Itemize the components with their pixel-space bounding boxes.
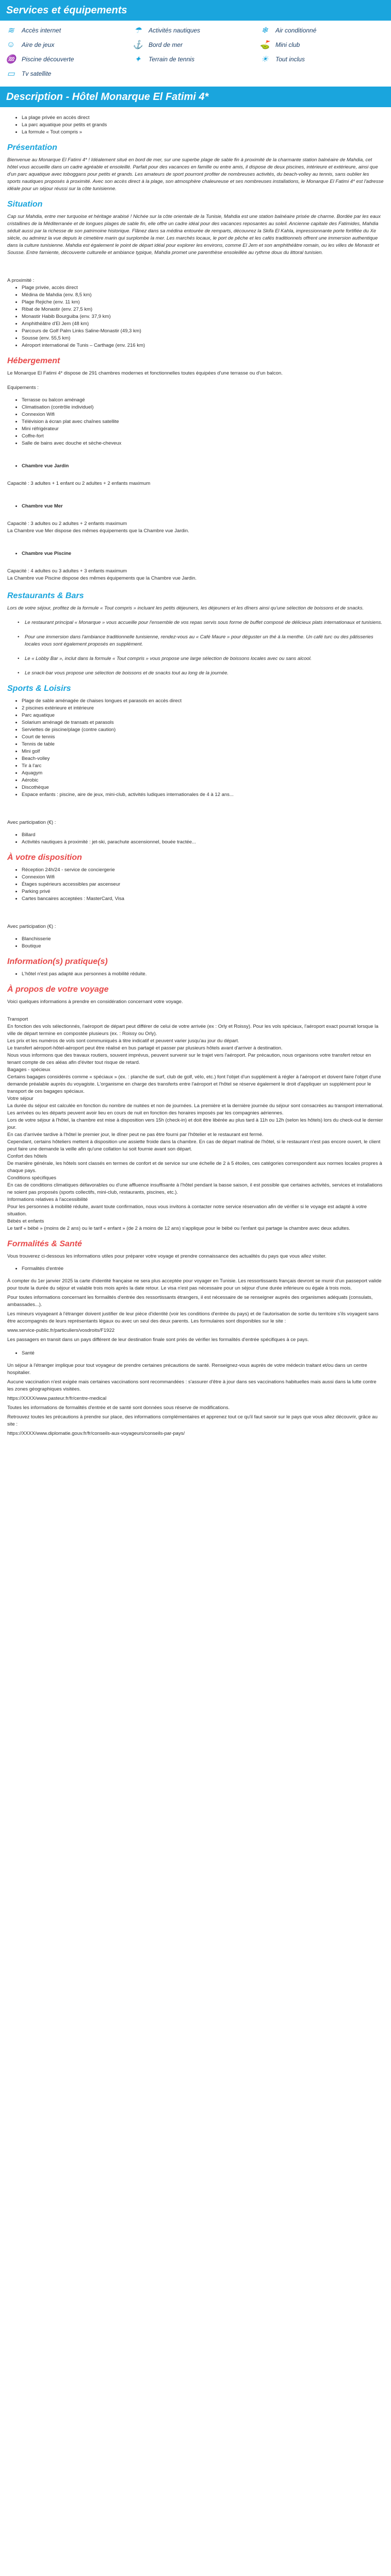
apropos-line: En cas de conditions climatiques défavorables ou d'une affluence insuffisante à l'hôtel pendant la basse saison, il est possible que certaines activités, services et installations ne soient pas proposés (sports collectifs, mini-club, restaurants, piscines, etc.). [7, 1182, 383, 1195]
hebergement-title: Hébergement [7, 357, 60, 365]
bullet-icon: • [18, 670, 20, 676]
umbrella-icon: ☂ [134, 26, 142, 35]
apropos-line: Nous vous informons que des travaux routiers, souvent imprévus, peuvent survenir sur le trajet vers l'aéroport. Par précaution, nous organisons votre transfert retour en tenant compte de ces aléas afin d'éviter tout risque de retard. [7, 1053, 371, 1065]
sport-item: • Discothèque [22, 784, 384, 791]
apropos-line: La durée du séjour est calculée en fonction du nombre de nuitées et non de journées. La première et la dernière journée du séjour sont consacrées au transport international. [7, 1103, 384, 1109]
restaurant-text: Le snack-bar vous propose une sélection de boissons et de snacks tout au long de la journée. [25, 670, 229, 676]
formalites-lines2 [7, 1362, 384, 1437]
proximity-item: • Aéroport international de Tunis – Carthage (env. 216 km) [22, 342, 384, 349]
proximity-item: • Ribat de Monastir (env. 27,5 km) [22, 306, 384, 313]
sport-item: • Mini golf [22, 748, 384, 755]
sante-line: Toutes les informations de formalités d'entrée et de santé sont données sous réserve de modifications. [7, 1405, 230, 1411]
rooms [7, 463, 384, 582]
service-label: Piscine découverte [22, 56, 74, 63]
sante-line: Aucune vaccination n'est exigée mais certaines vaccinations sont recommandées : s'assurer d'être à jour dans ses vaccinations habituelles mais aussi dans la lutte contre les zones géographiques visitées. [7, 1379, 377, 1392]
disposition-extra-item: • Boutique [22, 943, 384, 950]
sante-line: https://XXXX/www.diplomatie.gouv.fr/fr/conseils-aux-voyageurs/conseils-par-pays/ [7, 1431, 185, 1436]
description-header: Description - Hôtel Monarque El Fatimi 4* [0, 87, 391, 107]
room-name-list [7, 503, 384, 510]
description-bullet: • La plage privée en accès direct [22, 114, 384, 122]
formalites-intro: Vous trouverez ci-dessous les informations utiles pour préparer votre voyage et prendre connaissance des actualités du pays que vous allez visiter. [7, 1253, 327, 1259]
sport-item: • Court de tennis [22, 734, 384, 741]
formalites-sub2-list [7, 1350, 384, 1357]
room-name-list [7, 550, 384, 557]
sports-title: Sports & Loisirs [7, 684, 71, 693]
pratique-title: Information(s) pratique(s) [7, 957, 108, 966]
equipement-item: • Connexion Wifi [22, 411, 384, 418]
restaurant-item [7, 619, 384, 626]
service-label: Tv satellite [22, 70, 52, 77]
restaurant-item [7, 655, 384, 663]
formalites-title: Formalités & Santé [7, 1240, 82, 1248]
apropos-title: À propos de votre voyage [7, 985, 109, 994]
apropos-line: Confort des hôtels [7, 1154, 47, 1159]
sport-item: • Serviettes de piscine/plage (contre caution) [22, 726, 384, 734]
room-capacity: Capacité : 3 adultes + 1 enfant ou 2 adultes + 2 enfants maximum [7, 481, 151, 486]
disposition-title: À votre disposition [7, 853, 82, 862]
bullet-icon: • [18, 620, 20, 625]
description-bullet: • La parc aquatique pour petits et grands [22, 122, 384, 129]
disposition-extra-item: • Blanchisserie [22, 936, 384, 943]
sport-item: • Aquagym [22, 770, 384, 777]
description-bullet: • La formule « Tout compris » [22, 129, 384, 136]
formalites-line: Les mineurs voyageant à l'étranger doivent justifier de leur pièce d'identité (voir les conditions d'entrée du pays) et de l'autorisation de sortie du territoire s'ils voyagent sans être accompagnés de leurs représentants légaux ou avec un seul des deux parents. Les formulaires sont disponibles sur le site : [7, 1311, 379, 1324]
restaurant-text: Le restaurant principal « Monarque » vous accueille pour l'ensemble de vos repas servis sous forme de buffet composé de délicieux plats internationaux et tunisiens. [25, 620, 383, 625]
sante-line: Retrouvez toutes les précautions à prendre sur place, des informations complémentaires et apprenez tout ce qu'il faut savoir sur le pays que vous allez découvrir, grâce au site : [7, 1414, 378, 1427]
apropos-line: Le transfert aéroport-hôtel-aéroport peut être réalisé en bus partagé et passer par plusieurs hôtels avant d'arriver à destination. [7, 1045, 283, 1051]
sport-item: • Parc aquatique [22, 712, 384, 719]
apropos-line: Les arrivées ou les départs peuvent avoir lieu en cours de nuit en fonction des horaires imposés par les compagnies aériennes. [7, 1110, 284, 1116]
anchor-icon: ⚓ [133, 41, 143, 49]
equipement-item: • Terrasse ou balcon aménagé [22, 397, 384, 404]
room-block [7, 503, 384, 535]
apropos-line: Bagages - spécieux [7, 1067, 51, 1073]
service-item [5, 54, 132, 65]
sante-line: Un séjour à l'étranger implique pour tout voyageur de prendre certaines précautions de santé. Renseignez-vous auprès de votre médecin traitant et/ou dans un centre hospitalier. [7, 1363, 367, 1376]
disposition-item: • Cartes bancaires acceptées : MasterCard, Visa [22, 895, 384, 903]
sports-extra-title: Avec participation (€) : [7, 820, 56, 825]
restaurants-title: Restaurants & Bars [7, 591, 84, 600]
room-name-list [7, 463, 384, 470]
apropos-line: Pour les personnes à mobilité réduite, avant toute confirmation, nous vous invitons à contacter notre service réservation afin de vérifier si le voyage est adapté à votre situation. [7, 1204, 367, 1217]
apropos-line: Lors de votre séjour à l'hôtel, la chambre est mise à disposition vers 15h (check-in) et doit être libérée au plus tard à 11h ou 12h (selon les hôtels) lors du check-out le dernier jour. [7, 1117, 383, 1130]
sun-icon: ☀ [260, 55, 269, 64]
equipement-item: • Mini réfrigérateur [22, 426, 384, 433]
equipements-list [7, 397, 384, 447]
service-item [259, 39, 386, 50]
disposition-extra-list [7, 936, 384, 950]
apropos-lines [7, 1016, 384, 1232]
sport-item: • 2 piscines extérieure et intérieure [22, 705, 384, 712]
apropos-line: En cas d'arrivée tardive à l'hôtel le premier jour, le dîner peut ne pas être fourni par l'hôtelier et le restaurant est fermé. [7, 1132, 264, 1138]
hebergement-intro: Le Monarque El Fatimi 4* dispose de 291 chambres modernes et fonctionnelles toutes équipées d'une terrasse ou d'un balcon. [7, 370, 283, 376]
pratique-list [7, 971, 384, 978]
service-label: Activités nautiques [149, 27, 201, 34]
equipements-title: Equipements : [7, 385, 39, 391]
snowflake-icon: ❄ [261, 26, 268, 35]
formalites-line: Les passagers en transit dans un pays différent de leur destination finale sont priés de vérifier les formalités d'entrée spécifiques à ce pays. [7, 1337, 309, 1343]
service-label: Air conditionné [275, 27, 317, 34]
service-label: Aire de jeux [22, 41, 55, 48]
proximity-title: A proximité : [7, 278, 35, 283]
restaurant-text: Pour une immersion dans l'ambiance traditionnelle tunisienne, rendez-vous au « Café Maure » pour déguster un thé à la menthe. Un café turc ou des pâtisseries locales vous sont également proposés en supplément. [25, 634, 373, 647]
apropos-line: Votre séjour [7, 1096, 34, 1101]
apropos-intro: Voici quelques informations à prendre en considération concernant votre voyage. [7, 999, 183, 1005]
apropos-line: De manière générale, les hôtels sont classés en termes de confort et de service sur une échelle de 2 à 5 étoiles, ces catégories correspondent aux normes locales propres à chaque pays. [7, 1161, 382, 1174]
room-name: • Chambre vue Mer [22, 503, 384, 510]
service-item [5, 25, 132, 36]
proximity-item: • Parcours de Golf Palm Links Saline-Monastir (49,3 km) [22, 328, 384, 335]
services-header: Services et équipements [0, 0, 391, 21]
room-note: La Chambre vue Piscine dispose des mêmes équipements que la Chambre vue Jardin. [7, 575, 197, 581]
apropos-line: Cependant, certains hôteliers mettent à disposition une assiette froide dans la chambre. En cas de départ matinal de l'hôtel, si le restaurant n'est pas encore ouvert, le client peut faire une demande la veille afin qu'une collation lui soit fournie avant son départ. [7, 1139, 381, 1152]
services-grid [0, 21, 391, 79]
restaurant-item [7, 634, 384, 648]
equipement-item: • Coffre-fort [22, 433, 384, 440]
service-item [259, 54, 386, 65]
wifi-icon: ≋ [7, 26, 14, 35]
formalites-line: À compter du 1er janvier 2025 la carte d'identité française ne sera plus acceptée pour voyager en Tunisie. Les ressortissants français devront se munir d'un passeport valide pour toute la durée du séjour et valable trois mois après la date retour. Le visa n'est pas nécessaire pour un séjour d'une durée inférieure ou égale à trois mois. [7, 1278, 382, 1291]
sport-extra-item: • Activités nautiques à proximité : jet-ski, parachute ascensionnel, bouée tractée... [22, 839, 384, 846]
disposition-list [7, 867, 384, 903]
formalites-sub1: • Formalités d'entrée [22, 1265, 384, 1273]
disposition-item: • Étages supérieurs accessibles par ascenseur [22, 881, 384, 888]
proximity-item: • Plage privée, accès direct [22, 284, 384, 292]
sports-extra-list [7, 832, 384, 846]
formalites-line: Pour toutes informations concernant les formalités d'entrée des ressortissants étrangers, il est nécessaire de se renseigner auprès des organismes adéquats (consulats, ambassades...). [7, 1295, 373, 1308]
service-item [132, 54, 259, 65]
sport-item: • Solarium aménagé de transats et parasols [22, 719, 384, 726]
formalites-sub2: • Santé [22, 1350, 384, 1357]
restaurants-intro: Lors de votre séjour, profitez de la formule « Tout compris » incluant les petits déjeuners, les déjeuners et les dîners ainsi qu'une sélection de boissons et de snacks. [7, 605, 364, 611]
sport-icon: ✦ [134, 55, 141, 64]
formalites-lines1 [7, 1278, 384, 1344]
child-icon: ☺ [6, 40, 15, 49]
equipement-item: • Télévision à écran plat avec chaînes satellite [22, 418, 384, 426]
room-name: • Chambre vue Jardin [22, 463, 384, 470]
apropos-line: Le tarif « bébé » (moins de 2 ans) ou le tarif « enfant » (de 2 à moins de 12 ans) s'applique pour le bébé ou l'enfant qui partage la chambre avec deux adultes. [7, 1226, 350, 1231]
bullet-icon: • [18, 634, 20, 640]
room-name: • Chambre vue Piscine [22, 550, 384, 557]
main-content [0, 107, 391, 1440]
apropos-line: Conditions spécifiques [7, 1175, 57, 1181]
restaurant-text: Le « Lobby Bar », inclut dans la formule « Tout compris » vous propose une large sélection de boissons locales avec ou sans alcool. [25, 656, 312, 662]
sante-line: https://XXXX/www.pasteur.fr/fr/centre-medical [7, 1396, 107, 1401]
disposition-item: • Connexion Wifi [22, 874, 384, 881]
sport-item: • Tennis de table [22, 741, 384, 748]
restaurants-list [7, 619, 384, 677]
room-block [7, 550, 384, 582]
pool-icon: ♒ [6, 55, 16, 64]
bullet-icon: • [18, 656, 20, 662]
tv-icon: ▭ [7, 70, 15, 78]
room-note: La Chambre vue Mer dispose des mêmes équipements que la Chambre vue Jardin. [7, 528, 189, 534]
presentation-title: Présentation [7, 143, 57, 152]
sport-item: • Plage de sable aménagée de chaises longues et parasols en accès direct [22, 698, 384, 705]
sport-item: • Beach-volley [22, 755, 384, 762]
service-item [259, 25, 386, 36]
restaurant-item [7, 670, 384, 677]
presentation-text: Bienvenue au Monarque El Fatimi 4* ! Idéalement situé en bord de mer, sur une superbe plage de sable fin à proximité de la charmante station balnéaire de Mahdia, cet hôtel vous accueille dans un cadre agréable et ensoleillé. Parfait pour des vacances en famille ou entre amis, il dispose de deux piscines, intérieure et extérieure, ainsi que d'un parc aquatique avec toboggans pour petits et grands. Les amateurs de sport pourront profiter de nombreuses activités, du beach-volley au tennis, sans oublier les sports nautiques proposés à proximité. Avec son accès direct à la plage, son atmosphère chaleureuse et ses nombreuses installations, le Monarque El Fatimi 4* est l'adresse idéale pour un séjour réussi sur la côte tunisienne. [7, 157, 384, 192]
service-label: Terrain de tennis [149, 56, 194, 63]
service-label: Tout inclus [275, 56, 305, 63]
sport-extra-item: • Billard [22, 832, 384, 839]
apropos-line: Transport [7, 1016, 28, 1022]
service-item [5, 39, 132, 50]
situation-title: Situation [7, 200, 43, 209]
equipement-item: • Climatisation (contrôle individuel) [22, 404, 384, 411]
proximity-item: • Plage Rejiche (env. 11 km) [22, 299, 384, 306]
proximity-item: • Médina de Mahdia (env. 8,5 km) [22, 292, 384, 299]
service-item [5, 68, 132, 79]
situation-text: Cap sur Mahdia, entre mer turquoise et héritage arabisé ! Nichée sur la côte orientale de la Tunisie, Mahdia est une station balnéaire prisée de charme. Bordée par les eaux cristallines de la Méditerranée et de longues plages de sable fin, elle offre un cadre idéal pour des vacances reposantes au soleil. Ancienne capitale des Fatimides, Mahdia séduit aussi par la richesse de son patrimoine historique. Flânez dans sa médina entourée de remparts, découvrez la Skifa El Kahla, impressionnante porte fortifiée du Xe siècle, ou admirez la vue depuis le cimetière marin qui surplombe la mer. Les marchés locaux, le port de pêche et les cafés traditionnels offrent une immersion authentique dans la culture tunisienne. Mahdia est également le point de départ idéal pour explorer les environs, comme El Jem et son amphithéâtre romain, ou les villes de Monastir et Sousse. Entre farniente, découverte culturelle et ambiance typique, Mahdia promet une parenthèse ensoleillée au rythme doux du littoral tunisien. [7, 214, 381, 256]
formalites-line: www.service-public.fr/particuliers/vosdroits/F1922 [7, 1328, 115, 1333]
apropos-line: En fonction des vols sélectionnés, l'aéroport de départ peut différer de celui de votre arrivée (ex : Orly et Roissy). Pour les vols spéciaux, l'aéroport exact pourrait lorsque la ville de départ termine en compostée plusieurs (ex. : Roissy ou Orly). [7, 1024, 379, 1037]
disposition-item: • Réception 24h/24 - service de conciergerie [22, 867, 384, 874]
sport-item: • Espace enfants : piscine, aire de jeux, mini-club, activités ludiques internationales de 4 à 12 ans... [22, 791, 384, 799]
proximity-item: • Monastir Habib Bourguiba (env. 37,9 km) [22, 313, 384, 320]
proximity-list [7, 284, 384, 349]
disposition-extra-title: Avec participation (€) : [7, 924, 56, 929]
room-capacity: Capacité : 3 adultes ou 2 adultes + 2 enfants maximum [7, 521, 127, 527]
apropos-line: Les prix et les numéros de vols sont communiqués à titre indicatif et peuvent varier jusqu'au jour du départ. [7, 1038, 239, 1044]
room-block [7, 463, 384, 487]
apropos-line: Informations relatives à l'accessibilité [7, 1197, 88, 1202]
service-item [132, 25, 259, 36]
sports-list [7, 698, 384, 799]
sport-item: • Tir à l'arc [22, 762, 384, 770]
apropos-line: Bébés et enfants [7, 1218, 44, 1224]
golf-icon: ⛳ [259, 41, 270, 49]
sport-item: • Aérobic [22, 777, 384, 784]
service-label: Bord de mer [149, 41, 183, 48]
proximity-item: • Amphithéâtre d'El Jem (48 km) [22, 320, 384, 328]
apropos-line: Certains bagages considérés comme « spéciaux » (ex. : planche de surf, club de golf, vélo, etc.) font l'objet d'un supplément à régler à l'aéroport et doivent faire l'objet d'une demande préalable auprès du voyagiste. L'organisme en charge des transferts entre l'aéroport et l'hôtel se réserve également le droit d'appliquer un supplément pour le transport de ces bagages spéciaux. [7, 1074, 381, 1094]
proximity-item: • Sousse (env. 55,5 km) [22, 335, 384, 342]
equipement-item: • Salle de bains avec douche et sèche-cheveux [22, 440, 384, 447]
room-capacity: Capacité : 4 adultes ou 3 adultes + 3 enfants maximum [7, 568, 127, 574]
service-item [132, 39, 259, 50]
formalites-sub1-list [7, 1265, 384, 1273]
service-label: Mini club [275, 41, 300, 48]
description-bullets [7, 114, 384, 136]
pratique-item: • L'hôtel n'est pas adapté aux personnes à mobilité réduite. [22, 971, 384, 978]
disposition-item: • Parking privé [22, 888, 384, 895]
service-label: Accès internet [22, 27, 61, 34]
